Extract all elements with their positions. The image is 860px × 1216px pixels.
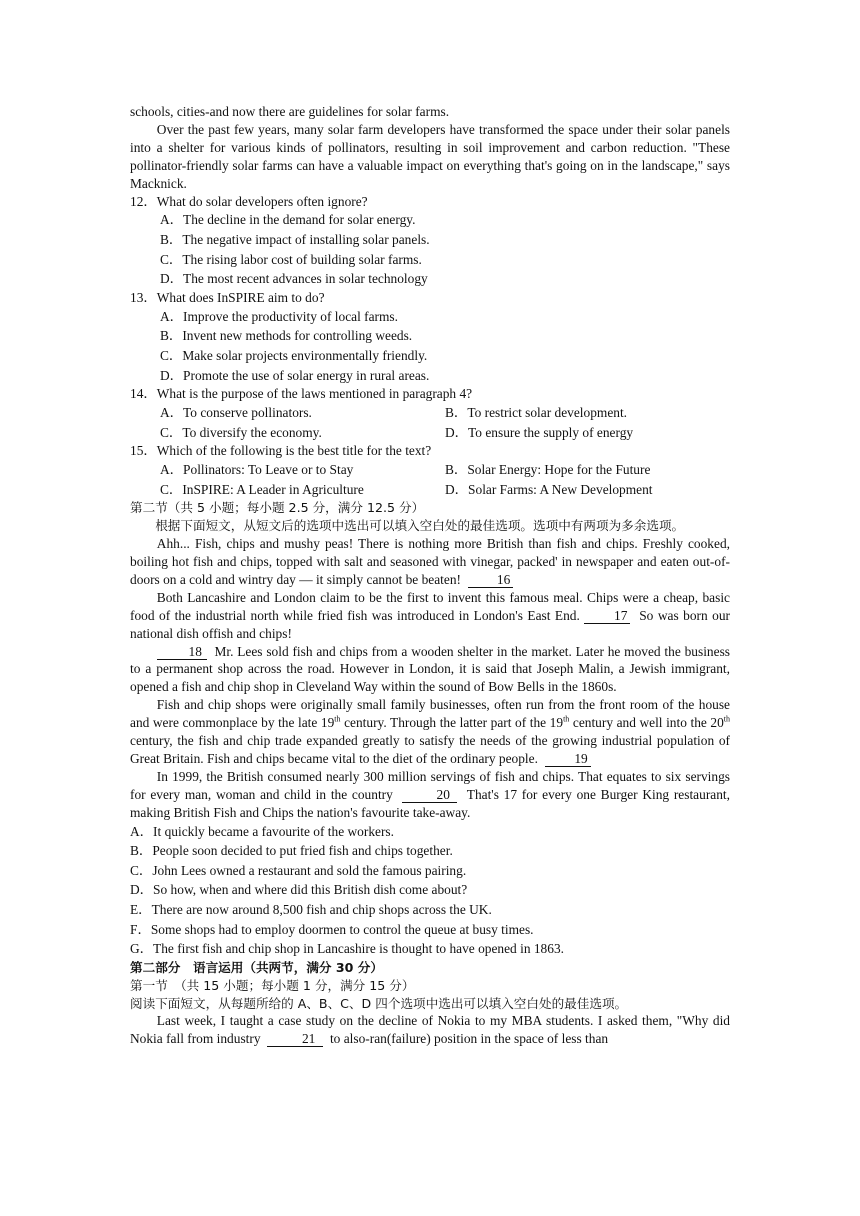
question-15 — [130, 442, 730, 499]
question-stem: 13．What does InSPIRE aim to do? — [130, 289, 325, 305]
fish-paragraph-2: Both Lancashire and London claim to be the first to invent this famous meal. Chips were a cheap, basic food of the industrial north while fried fish was introduced in London's East End. 17 So was born our national dish offish and chips! — [130, 589, 730, 641]
question-stem: 12．What do solar developers often ignore? — [130, 193, 368, 209]
option-d: D．Promote the use of solar energy in rural areas. — [160, 367, 430, 383]
option-a: A．To conserve pollinators. — [160, 405, 312, 420]
option-b: B．People soon decided to put fried fish and chips together. — [130, 843, 453, 859]
fish-paragraph-5: In 1999, the British consumed nearly 300 million servings of fish and chips. That equates to six servings for every man, woman and child in the country 20 That's 17 for every one Burger King restaurant, making British Fish and Chips the nation's favourite take-away. — [130, 768, 730, 820]
option-row — [130, 423, 730, 443]
option-f: F．Some shops had to employ doormen to control the queue at busy times. — [130, 921, 534, 937]
fish-paragraph-4: Fish and chip shops were originally small family businesses, often run from the front room of the house and were commonplace by the late 19th century. Through the latter part of the 19th century and well into the 20th century, the fish and chip trade expanded greatly to satisfy the needs of the growing industrial population of Great Britain. Fish and chips became vital to the diet of the ordinary people. 19 — [130, 697, 731, 766]
option-a: A．The decline in the demand for solar energy. — [160, 212, 416, 228]
option-a: A．Pollinators: To Leave or to Stay — [160, 462, 354, 478]
fish-paragraph-1: Ahh... Fish, chips and mushy peas! There is nothing more British than fish and chips. Freshly cooked, boiling hot fish and chips, topped with salt and seasoned with vinegar, packed' in newspaper and eaten out-of-doors on a cold and wintry day — it simply cannot be beaten! 16 — [130, 536, 730, 587]
seven-choice-options — [130, 822, 730, 959]
option-b: B．Invent new methods for controlling weeds. — [160, 328, 413, 344]
nokia-paragraph-1: Last week, I taught a case study on the decline of Nokia to my MBA students. I asked them, "Why did Nokia fall from industry 21 to also-ran(failure) position in the space of less than — [130, 1013, 730, 1047]
section-2-heading: 第二节（共 5 小题；每小题 2.5 分，满分 12.5 分） — [130, 500, 425, 516]
option-c: C．Make solar projects environmentally friendly. — [160, 347, 428, 363]
option-a: A．It quickly became a favourite of the workers. — [130, 823, 394, 839]
question-stem: 15．Which of the following is the best title for the text? — [130, 443, 432, 459]
part-2-section-1-heading: 第一节 （共 15 小题；每小题 1 分，满分 15 分） — [130, 977, 415, 993]
blank-17[interactable]: 17 — [584, 609, 630, 624]
blank-20[interactable]: 20 — [402, 788, 457, 803]
option-b: B．The negative impact of installing solar panels. — [160, 232, 430, 248]
paragraph-solar-farms: Over the past few years, many solar farm developers have transformed the space under their solar panels into a shelter for various kinds of pollinators, resulting in soil improvement and carbon reduction. "These pollinator-friendly solar farms can have a valuable impact on everything that's going on in the landscape," says Macknick. — [130, 121, 730, 191]
part-2-heading: 第二部分 语言运用（共两节，满分 30 分） — [130, 959, 383, 975]
paragraph-intro-end: schools, cities-and now there are guidelines for solar farms. — [130, 104, 450, 119]
option-a: A．Improve the productivity of local farms. — [160, 308, 398, 324]
blank-18[interactable]: 18 — [157, 645, 207, 660]
question-14 — [130, 385, 730, 442]
blank-16[interactable]: 16 — [468, 573, 513, 588]
option-d: D．Solar Farms: A New Development — [445, 481, 653, 497]
option-d: D．The most recent advances in solar technology — [160, 271, 428, 287]
option-c: C．InSPIRE: A Leader in Agriculture — [160, 481, 364, 497]
option-row — [130, 460, 730, 480]
blank-19[interactable]: 19 — [545, 752, 591, 767]
option-c: C．The rising labor cost of building solar farms. — [160, 251, 422, 267]
fish-paragraph-3: 18 Mr. Lees sold fish and chips from a wooden shelter in the market. Later he moved the business to a permanent shop across the road. However in London, it is said that Joseph Malin, a Jewish immigrant, opened a fish and chip shop in Cleveland Way within the sound of Bow Bells in the 1860s. — [130, 643, 730, 695]
option-c: C．To diversify the economy. — [160, 424, 322, 440]
section-2-instructions: 根据下面短文，从短文后的选项中选出可以填入空白处的最佳选项。选项中有两项为多余选项。 — [155, 518, 685, 534]
option-e: E．There are now around 8,500 fish and chip shops across the UK. — [130, 901, 492, 917]
question-13 — [130, 289, 730, 385]
option-d: D．To ensure the supply of energy — [445, 424, 634, 440]
option-g: G．The first fish and chip shop in Lancashire is thought to have opened in 1863. — [130, 941, 564, 957]
question-stem: 14．What is the purpose of the laws mentioned in paragraph 4? — [130, 386, 473, 402]
option-d: D．So how, when and where did this British dish come about? — [130, 882, 468, 898]
part-2-instructions: 阅读下面短文，从每题所给的 A、B、C、D 四个选项中选出可以填入空白处的最佳选项。 — [130, 995, 628, 1011]
document-page — [130, 103, 730, 1048]
option-row — [130, 403, 730, 423]
blank-21[interactable]: 21 — [267, 1032, 323, 1047]
option-row — [130, 480, 730, 500]
option-b: B．Solar Energy: Hope for the Future — [445, 462, 651, 478]
option-c: C．John Lees owned a restaurant and sold the famous pairing. — [130, 862, 467, 878]
option-b: B．To restrict solar development. — [445, 405, 628, 420]
question-12 — [130, 193, 730, 289]
